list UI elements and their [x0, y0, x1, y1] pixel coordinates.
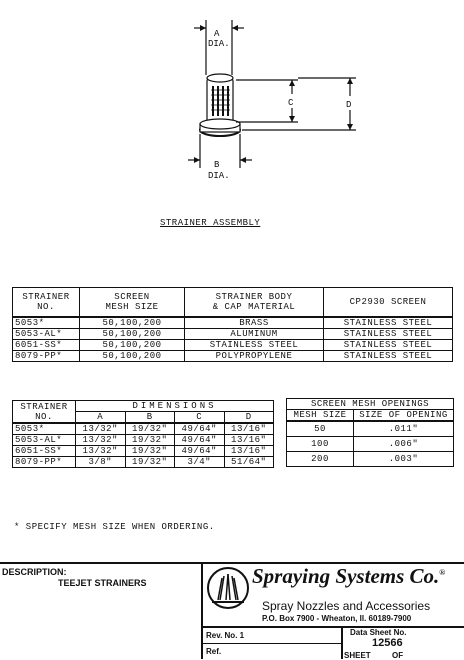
dim-b-label: B — [214, 160, 220, 170]
description-label: DESCRIPTION: — [2, 567, 67, 577]
cell-dim-c: 49/64" — [175, 423, 225, 435]
cell-material: ALUMINUM — [185, 329, 324, 340]
table-row — [13, 435, 274, 446]
cell-dim-b: 19/32" — [125, 423, 175, 435]
cell-dim-b: 19/32" — [125, 435, 175, 446]
cell-material: BRASS — [185, 317, 324, 329]
cell-strainer-no: 5053-AL* — [13, 435, 76, 446]
cell-strainer-no: 6051-SS* — [13, 340, 80, 351]
description-value: TEEJET STRAINERS — [58, 578, 147, 588]
of-label: OF — [392, 651, 404, 660]
dim-b-dia-label: DIA. — [208, 171, 230, 181]
table-row — [13, 329, 453, 340]
header-size-of-opening: SIZE OF OPENING — [354, 410, 454, 422]
company-address: P.O. Box 7900 - Wheaton, Il. 60189-7900 — [262, 614, 412, 623]
mesh-openings-table — [286, 398, 454, 467]
mesh-header-row — [287, 410, 454, 422]
cell-mesh-size: 50,100,200 — [80, 351, 185, 362]
header-strainer-no: STRAINER NO. — [13, 401, 76, 424]
cell-dim-d: 13/16" — [224, 446, 274, 457]
cell-strainer-no: 6051-SS* — [13, 446, 76, 457]
cell-dim-a: 13/32" — [76, 435, 126, 446]
cell-strainer-no: 8079-PP* — [13, 351, 80, 362]
materials-header-row — [13, 288, 453, 318]
cell-dim-d: 51/64" — [224, 457, 274, 468]
assembly-title: STRAINER ASSEMBLY — [160, 218, 261, 228]
dim-c-label: C — [288, 98, 294, 108]
table-row — [13, 446, 274, 457]
cell-screen: STAINLESS STEEL — [324, 329, 453, 340]
cell-material: POLYPROPYLENE — [185, 351, 324, 362]
header-cp2930-screen: CP2930 SCREEN — [324, 288, 453, 318]
cell-mesh: 100 — [287, 437, 354, 452]
dim-a-dia-label: DIA. — [208, 39, 230, 49]
cell-screen: STAINLESS STEEL — [324, 351, 453, 362]
strainer-drawing — [180, 20, 370, 190]
cell-dim-c: 49/64" — [175, 446, 225, 457]
mesh-title-row — [287, 399, 454, 410]
cell-dim-c: 49/64" — [175, 435, 225, 446]
header-screen-mesh: SCREEN MESH SIZE — [80, 288, 185, 318]
rev-divider — [201, 626, 464, 628]
cell-mesh: 50 — [287, 421, 354, 437]
table-row — [13, 457, 274, 468]
cell-dim-a: 13/32" — [76, 423, 126, 435]
dim-d-label: D — [346, 100, 352, 110]
cell-dim-b: 19/32" — [125, 446, 175, 457]
materials-table — [12, 287, 453, 362]
data-sheet-label: Data Sheet No. — [350, 628, 407, 637]
cell-opening: .006" — [354, 437, 454, 452]
table-row — [287, 452, 454, 467]
sheet-divider — [341, 626, 343, 659]
cell-mesh-size: 50,100,200 — [80, 329, 185, 340]
company-name: Spraying Systems Co.® — [252, 564, 446, 588]
header-col-c: C — [175, 412, 225, 424]
table-row — [13, 423, 274, 435]
cell-screen: STAINLESS STEEL — [324, 317, 453, 329]
ref-divider — [201, 643, 341, 644]
table-row — [13, 351, 453, 362]
table-row — [287, 421, 454, 437]
cell-strainer-no: 5053* — [13, 317, 80, 329]
rev-label: Rev. No. 1 — [206, 631, 245, 640]
strainer-top — [207, 74, 233, 82]
cell-dim-c: 3/4" — [175, 457, 225, 468]
strainer-cap-top — [200, 119, 240, 129]
cell-opening: .011" — [354, 421, 454, 437]
cell-dim-d: 13/16" — [224, 435, 274, 446]
ordering-note: * SPECIFY MESH SIZE WHEN ORDERING. — [14, 522, 215, 532]
company-tagline: Spray Nozzles and Accessories — [262, 599, 431, 613]
dimensions-header-row — [13, 401, 274, 412]
header-dimensions: DIMENSIONS — [76, 401, 274, 412]
table-row — [13, 317, 453, 329]
cell-material: STAINLESS STEEL — [185, 340, 324, 351]
cell-mesh-size: 50,100,200 — [80, 340, 185, 351]
cell-strainer-no: 5053* — [13, 423, 76, 435]
data-sheet-number: 12566 — [372, 637, 403, 649]
cell-dim-d: 13/16" — [224, 423, 274, 435]
cell-dim-a: 3/8" — [76, 457, 126, 468]
header-body-material: STRAINER BODY & CAP MATERIAL — [185, 288, 324, 318]
cell-strainer-no: 5053-AL* — [13, 329, 80, 340]
table-row — [287, 437, 454, 452]
cell-screen: STAINLESS STEEL — [324, 340, 453, 351]
cell-dim-b: 19/32" — [125, 457, 175, 468]
header-mesh-size: MESH SIZE — [287, 410, 354, 422]
sheet-label: SHEET — [344, 651, 371, 660]
header-col-a: A — [76, 412, 126, 424]
company-logo-icon — [206, 566, 250, 610]
dim-a-label: A — [214, 29, 220, 39]
mesh-table-title: SCREEN MESH OPENINGS — [287, 399, 454, 410]
cell-dim-a: 13/32" — [76, 446, 126, 457]
header-col-b: B — [125, 412, 175, 424]
cell-strainer-no: 8079-PP* — [13, 457, 76, 468]
cell-mesh-size: 50,100,200 — [80, 317, 185, 329]
header-col-d: D — [224, 412, 274, 424]
header-strainer-no: STRAINER NO. — [13, 288, 80, 318]
cell-opening: .003" — [354, 452, 454, 467]
table-row — [13, 340, 453, 351]
cell-mesh: 200 — [287, 452, 354, 467]
dimensions-table — [12, 400, 274, 468]
ref-label: Ref. — [206, 647, 222, 656]
